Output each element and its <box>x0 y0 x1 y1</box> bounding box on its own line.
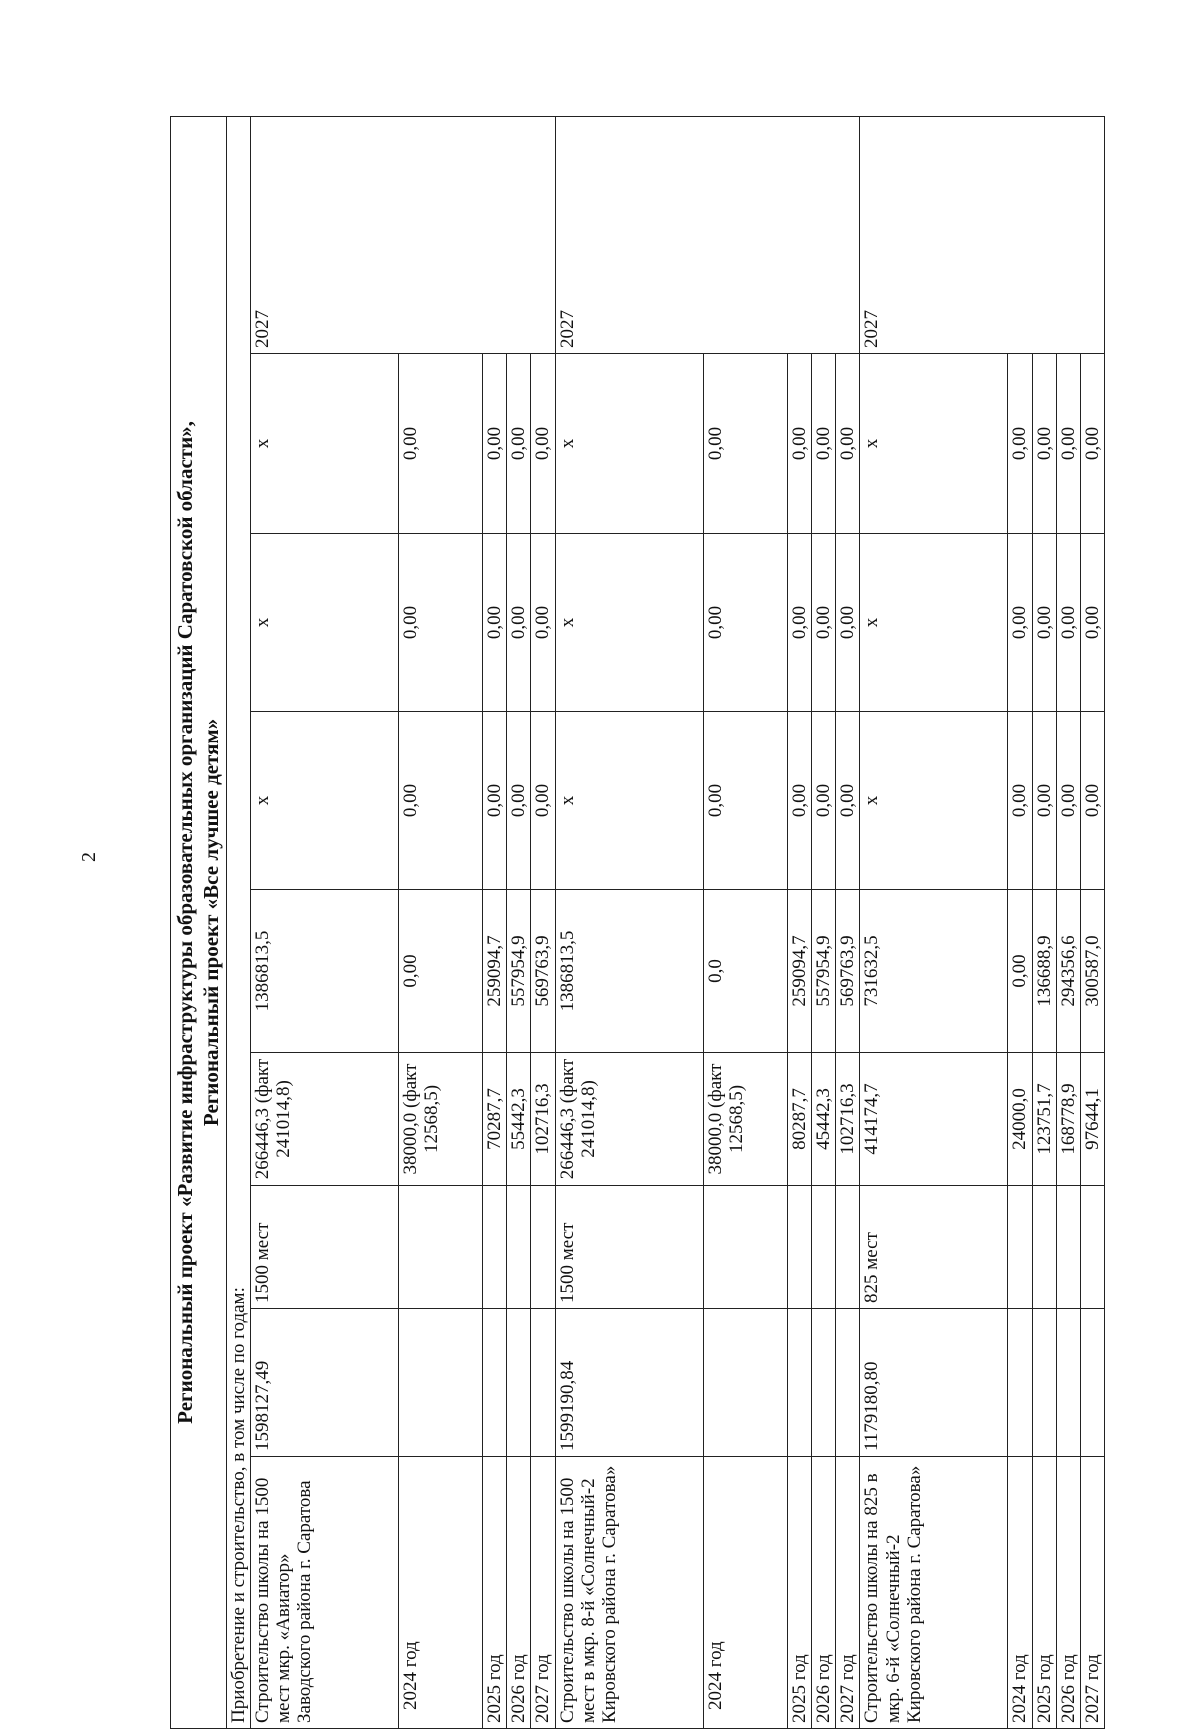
object-name: Строительство школы на 825 в мкр. 6-й «Солнечный-2 Кировского района г. Саратова» <box>860 1457 1008 1729</box>
year-value-c7: 0,00 <box>811 534 835 712</box>
year-value-c5: 294356,6 <box>1056 890 1080 1053</box>
object-total-cost: 1599190,84 <box>555 1309 703 1457</box>
year-value-c7: 0,00 <box>1081 534 1105 712</box>
year-value-c7: 0,00 <box>482 534 506 712</box>
title-row <box>171 116 227 1728</box>
year-row <box>482 116 506 1728</box>
object-name: Строительство школы на 1500 мест в мкр. 8-й «Солнечный-2 Кировского района г. Саратова» <box>555 1457 703 1729</box>
object-col7: x <box>860 534 1008 712</box>
year-value-c6: 0,00 <box>482 712 506 890</box>
year-label: 2027 год <box>531 1457 555 1729</box>
object-col8: x <box>860 354 1008 534</box>
year-row <box>507 116 531 1728</box>
empty-cell <box>482 1186 506 1309</box>
year-row <box>531 116 555 1728</box>
year-row <box>1008 116 1032 1728</box>
section-title-line-1: Региональный проект «Развитие инфраструктуры образовательных организаций Саратовской области», <box>173 421 197 1424</box>
year-value-c6: 0,00 <box>1008 712 1032 890</box>
empty-cell <box>836 1309 860 1457</box>
empty-cell <box>1032 1186 1056 1309</box>
year-value-c5: 259094,7 <box>787 890 811 1053</box>
year-value-c7: 0,00 <box>1032 534 1056 712</box>
year-value-c8: 0,00 <box>1032 354 1056 534</box>
object-col7: x <box>555 534 703 712</box>
object-col8: x <box>250 354 398 534</box>
object-total-cost: 1179180,80 <box>860 1309 1008 1457</box>
object-col4: 266446,3 (факт 241014,8) <box>555 1053 703 1186</box>
year-value-c4: 38000,0 (факт 12568,5) <box>398 1053 482 1186</box>
year-label: 2026 год <box>811 1457 835 1729</box>
year-value-c8: 0,00 <box>836 354 860 534</box>
subtitle-row <box>226 116 250 1728</box>
object-row <box>555 116 703 1728</box>
year-value-c4: 97644,1 <box>1081 1053 1105 1186</box>
year-value-c5: 136688,9 <box>1032 890 1056 1053</box>
object-row <box>860 116 1008 1728</box>
year-row <box>1081 116 1105 1728</box>
empty-cell <box>703 1186 787 1309</box>
object-completion-year: 2027 <box>250 116 555 353</box>
year-label: 2027 год <box>1081 1457 1105 1729</box>
empty-cell <box>531 1186 555 1309</box>
year-value-c7: 0,00 <box>1056 534 1080 712</box>
year-label: 2026 год <box>1056 1457 1080 1729</box>
object-total-cost: 1598127,49 <box>250 1309 398 1457</box>
year-label: 2027 год <box>836 1457 860 1729</box>
year-value-c4: 102716,3 <box>836 1053 860 1186</box>
empty-cell <box>1008 1186 1032 1309</box>
year-label: 2024 год <box>398 1457 482 1729</box>
empty-cell <box>398 1309 482 1457</box>
year-label: 2025 год <box>482 1457 506 1729</box>
year-row <box>1032 116 1056 1728</box>
object-col8: x <box>555 354 703 534</box>
year-value-c5: 569763,9 <box>836 890 860 1053</box>
year-value-c5: 259094,7 <box>482 890 506 1053</box>
year-value-c5: 0,00 <box>1008 890 1032 1053</box>
page-number: 2 <box>78 852 100 862</box>
empty-cell <box>1081 1309 1105 1457</box>
year-value-c4: 168778,9 <box>1056 1053 1080 1186</box>
year-label: 2026 год <box>507 1457 531 1729</box>
empty-cell <box>1081 1186 1105 1309</box>
year-value-c4: 38000,0 (факт 12568,5) <box>703 1053 787 1186</box>
object-col6: x <box>555 712 703 890</box>
year-value-c6: 0,00 <box>398 712 482 890</box>
year-row <box>836 116 860 1728</box>
year-value-c4: 102716,3 <box>531 1053 555 1186</box>
object-col4: 414174,7 <box>860 1053 1008 1186</box>
object-col5: 1386813,5 <box>250 890 398 1053</box>
year-value-c6: 0,00 <box>1032 712 1056 890</box>
year-value-c5: 569763,9 <box>531 890 555 1053</box>
object-completion-year: 2027 <box>860 116 1105 353</box>
year-label: 2025 год <box>1032 1457 1056 1729</box>
empty-cell <box>703 1309 787 1457</box>
year-row <box>703 116 787 1728</box>
year-value-c8: 0,00 <box>398 354 482 534</box>
year-value-c8: 0,00 <box>703 354 787 534</box>
empty-cell <box>482 1309 506 1457</box>
year-value-c4: 24000,0 <box>1008 1053 1032 1186</box>
year-value-c7: 0,00 <box>787 534 811 712</box>
year-value-c6: 0,00 <box>811 712 835 890</box>
empty-cell <box>787 1309 811 1457</box>
year-value-c5: 0,00 <box>398 890 482 1053</box>
object-col5: 1386813,5 <box>555 890 703 1053</box>
empty-cell <box>531 1309 555 1457</box>
year-value-c4: 123751,7 <box>1032 1053 1056 1186</box>
year-value-c4: 55442,3 <box>507 1053 531 1186</box>
empty-cell <box>1008 1309 1032 1457</box>
year-value-c4: 70287,7 <box>482 1053 506 1186</box>
year-value-c5: 300587,0 <box>1081 890 1105 1053</box>
empty-cell <box>1056 1186 1080 1309</box>
empty-cell <box>398 1186 482 1309</box>
year-value-c6: 0,00 <box>836 712 860 890</box>
year-value-c8: 0,00 <box>482 354 506 534</box>
year-value-c6: 0,00 <box>703 712 787 890</box>
year-value-c4: 45442,3 <box>811 1053 835 1186</box>
year-value-c6: 0,00 <box>1081 712 1105 890</box>
year-row <box>398 116 482 1728</box>
year-value-c6: 0,00 <box>787 712 811 890</box>
year-value-c5: 557954,9 <box>811 890 835 1053</box>
object-col4: 266446,3 (факт 241014,8) <box>250 1053 398 1186</box>
object-col6: x <box>860 712 1008 890</box>
empty-cell <box>1056 1309 1080 1457</box>
year-value-c8: 0,00 <box>811 354 835 534</box>
year-value-c6: 0,00 <box>507 712 531 890</box>
year-value-c8: 0,00 <box>531 354 555 534</box>
object-row <box>250 116 398 1728</box>
empty-cell <box>507 1309 531 1457</box>
object-col6: x <box>250 712 398 890</box>
object-capacity: 1500 мест <box>555 1186 703 1309</box>
year-row <box>811 116 835 1728</box>
empty-cell <box>1032 1309 1056 1457</box>
year-label: 2024 год <box>703 1457 787 1729</box>
year-value-c6: 0,00 <box>1056 712 1080 890</box>
year-value-c7: 0,00 <box>703 534 787 712</box>
year-row <box>1056 116 1080 1728</box>
year-value-c7: 0,00 <box>398 534 482 712</box>
year-value-c8: 0,00 <box>1008 354 1032 534</box>
object-col7: x <box>250 534 398 712</box>
year-value-c7: 0,00 <box>531 534 555 712</box>
year-value-c4: 80287,7 <box>787 1053 811 1186</box>
section-title-line-2: Региональный проект «Все лучшее детям» <box>199 718 224 1127</box>
object-col5: 731632,5 <box>860 890 1008 1053</box>
empty-cell <box>787 1186 811 1309</box>
year-value-c7: 0,00 <box>507 534 531 712</box>
object-name: Строительство школы на 1500 мест мкр. «Авиатор» Заводского района г. Саратова <box>250 1457 398 1729</box>
year-value-c8: 0,00 <box>1056 354 1080 534</box>
year-value-c5: 557954,9 <box>507 890 531 1053</box>
investment-table <box>170 116 1105 1729</box>
year-row <box>787 116 811 1728</box>
empty-cell <box>507 1186 531 1309</box>
section-title <box>171 116 227 1728</box>
object-completion-year: 2027 <box>555 116 860 353</box>
year-label: 2025 год <box>787 1457 811 1729</box>
object-capacity: 825 мест <box>860 1186 1008 1309</box>
object-capacity: 1500 мест <box>250 1186 398 1309</box>
year-value-c5: 0,0 <box>703 890 787 1053</box>
year-value-c7: 0,00 <box>836 534 860 712</box>
year-value-c8: 0,00 <box>787 354 811 534</box>
empty-cell <box>811 1309 835 1457</box>
year-value-c6: 0,00 <box>531 712 555 890</box>
empty-cell <box>836 1186 860 1309</box>
empty-cell <box>811 1186 835 1309</box>
year-value-c8: 0,00 <box>507 354 531 534</box>
year-value-c8: 0,00 <box>1081 354 1105 534</box>
rotated-page-content <box>170 117 1112 1729</box>
section-subtitle: Приобретение и строительство, в том числе по годам: <box>226 116 250 1728</box>
year-label: 2024 год <box>1008 1457 1032 1729</box>
year-value-c7: 0,00 <box>1008 534 1032 712</box>
